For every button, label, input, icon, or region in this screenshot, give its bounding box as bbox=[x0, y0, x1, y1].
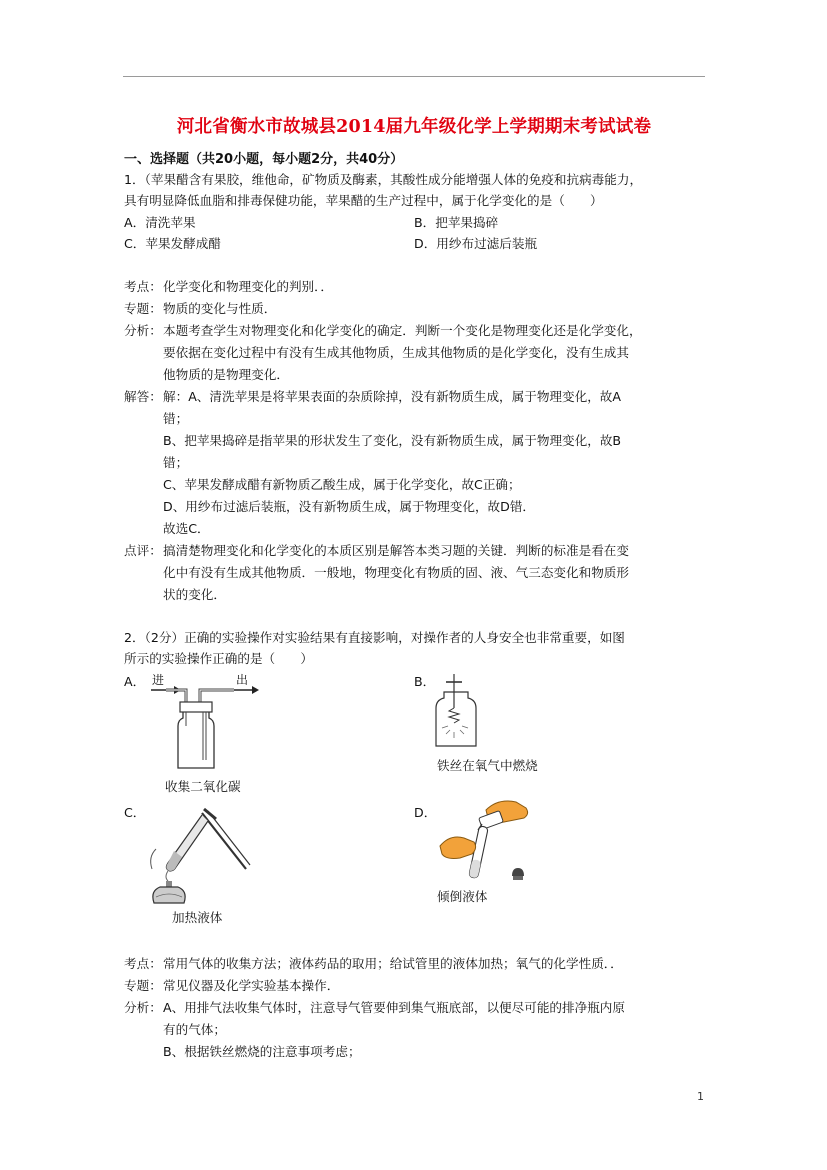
q2-stem-line-2: 所示的实验操作正确的是（ ） bbox=[124, 651, 313, 666]
q2-kaodian-label: 考点： bbox=[124, 956, 162, 971]
q2-option-d-caption: 倾倒液体 bbox=[437, 889, 488, 904]
q1-dianping-line-1: 搞清楚物理变化和化学变化的本质区别是解答本类习题的关键．判断的标准是看在变 bbox=[163, 543, 629, 558]
page-number: 1 bbox=[697, 1090, 704, 1103]
q1-fenxi-line-3: 他物质的是物理变化． bbox=[163, 367, 289, 382]
q1-jieda-line-1: 解：A、清洗苹果是将苹果表面的杂质除掉，没有新物质生成，属于物理变化，故A bbox=[163, 389, 622, 404]
q1-fenxi-label: 分析： bbox=[124, 323, 162, 338]
pouring-liquid-figure bbox=[434, 796, 534, 886]
q2-fenxi-line-3: B、根据铁丝燃烧的注意事项考虑； bbox=[163, 1044, 361, 1059]
q2-option-a-caption: 收集二氧化碳 bbox=[165, 779, 241, 794]
q1-option-b: B．把苹果捣碎 bbox=[414, 215, 499, 230]
gas-collection-bottle-figure bbox=[148, 680, 260, 772]
q2-option-a-letter: A． bbox=[124, 674, 146, 689]
q2-option-c-letter: C． bbox=[124, 805, 146, 820]
q1-jieda-line-4: 错； bbox=[163, 455, 189, 470]
q1-kaodian-label: 考点： bbox=[124, 279, 162, 294]
q2-option-d-letter: D． bbox=[414, 805, 437, 820]
q1-dianping-label: 点评： bbox=[124, 543, 162, 558]
q2-fenxi-line-2: 有的气体； bbox=[163, 1022, 226, 1037]
q2-option-c-caption: 加热液体 bbox=[172, 910, 223, 925]
q2-option-b-letter: B． bbox=[414, 674, 436, 689]
header-rule bbox=[123, 76, 705, 77]
q1-jieda-line-5: C、苹果发酵成醋有新物质乙酸生成，属于化学变化，故C正确； bbox=[163, 477, 521, 492]
q1-stem-line-2: 具有明显降低血脂和排毒保健功能，苹果醋的生产过程中，属于化学变化的是（ ） bbox=[124, 193, 603, 208]
q2-zhuanti-label: 专题： bbox=[124, 978, 162, 993]
q2-kaodian-text: 常用气体的收集方法；液体药品的取用；给试管里的液体加热；氧气的化学性质．． bbox=[163, 956, 623, 971]
q1-stem-line-1: 1．（苹果醋含有果胶，维他命，矿物质及酶素，其酸性成分能增强人体的免疫和抗病毒能力， bbox=[124, 172, 643, 187]
q1-fenxi-line-2: 要依据在变化过程中有没有生成其他物质，生成其他物质的是化学变化，没有生成其 bbox=[163, 345, 629, 360]
q2-stem-line-1: 2．（2分）正确的实验操作对实验结果有直接影响，对操作者的人身安全也非常重要，如图 bbox=[124, 630, 625, 645]
q1-dianping-line-2: 化中有没有生成其他物质．一般地，物理变化有物质的固、液、气三态变化和物质形 bbox=[163, 565, 629, 580]
q2-fenxi-label: 分析： bbox=[124, 1000, 162, 1015]
q1-jieda-line-2: 错； bbox=[163, 411, 189, 426]
document-title: 河北省衡水市故城县2014届九年级化学上学期期末考试试卷 bbox=[176, 117, 652, 137]
q2-option-b-caption: 铁丝在氧气中燃烧 bbox=[437, 758, 538, 773]
q1-fenxi-line-1: 本题考查学生对物理变化和化学变化的确定．判断一个变化是物理变化还是化学变化， bbox=[163, 323, 642, 338]
q1-jieda-label: 解答： bbox=[124, 389, 162, 404]
q2-option-a-out-label: 出 bbox=[236, 673, 249, 687]
q1-jieda-line-7: 故选C． bbox=[163, 521, 210, 536]
q1-jieda-line-6: D、用纱布过滤后装瓶，没有新物质生成，属于物理变化，故D错． bbox=[163, 499, 536, 514]
q1-option-d: D．用纱布过滤后装瓶 bbox=[414, 236, 538, 251]
q2-option-a-in-label: 进 bbox=[152, 673, 165, 687]
q1-option-a: A．清洗苹果 bbox=[124, 215, 196, 230]
q2-fenxi-line-1: A、用排气法收集气体时，注意导气管要伸到集气瓶底部，以便尽可能的排净瓶内原 bbox=[163, 1000, 625, 1015]
q1-zhuanti-text: 物质的变化与性质． bbox=[163, 301, 277, 316]
section-heading: 一、选择题（共20小题，每小题2分，共40分） bbox=[124, 152, 404, 167]
heating-liquid-figure bbox=[146, 805, 252, 905]
q1-kaodian-text: 化学变化和物理变化的判别．． bbox=[163, 279, 334, 294]
q2-zhuanti-text: 常见仪器及化学实验基本操作． bbox=[163, 978, 340, 993]
q1-dianping-line-3: 状的变化． bbox=[163, 587, 226, 602]
q1-jieda-line-3: B、把苹果捣碎是指苹果的形状发生了变化，没有新物质生成，属于物理变化，故B bbox=[163, 433, 622, 448]
q1-option-c: C．苹果发酵成醋 bbox=[124, 236, 221, 251]
q1-zhuanti-label: 专题： bbox=[124, 301, 162, 316]
iron-wire-burning-figure bbox=[432, 668, 490, 750]
